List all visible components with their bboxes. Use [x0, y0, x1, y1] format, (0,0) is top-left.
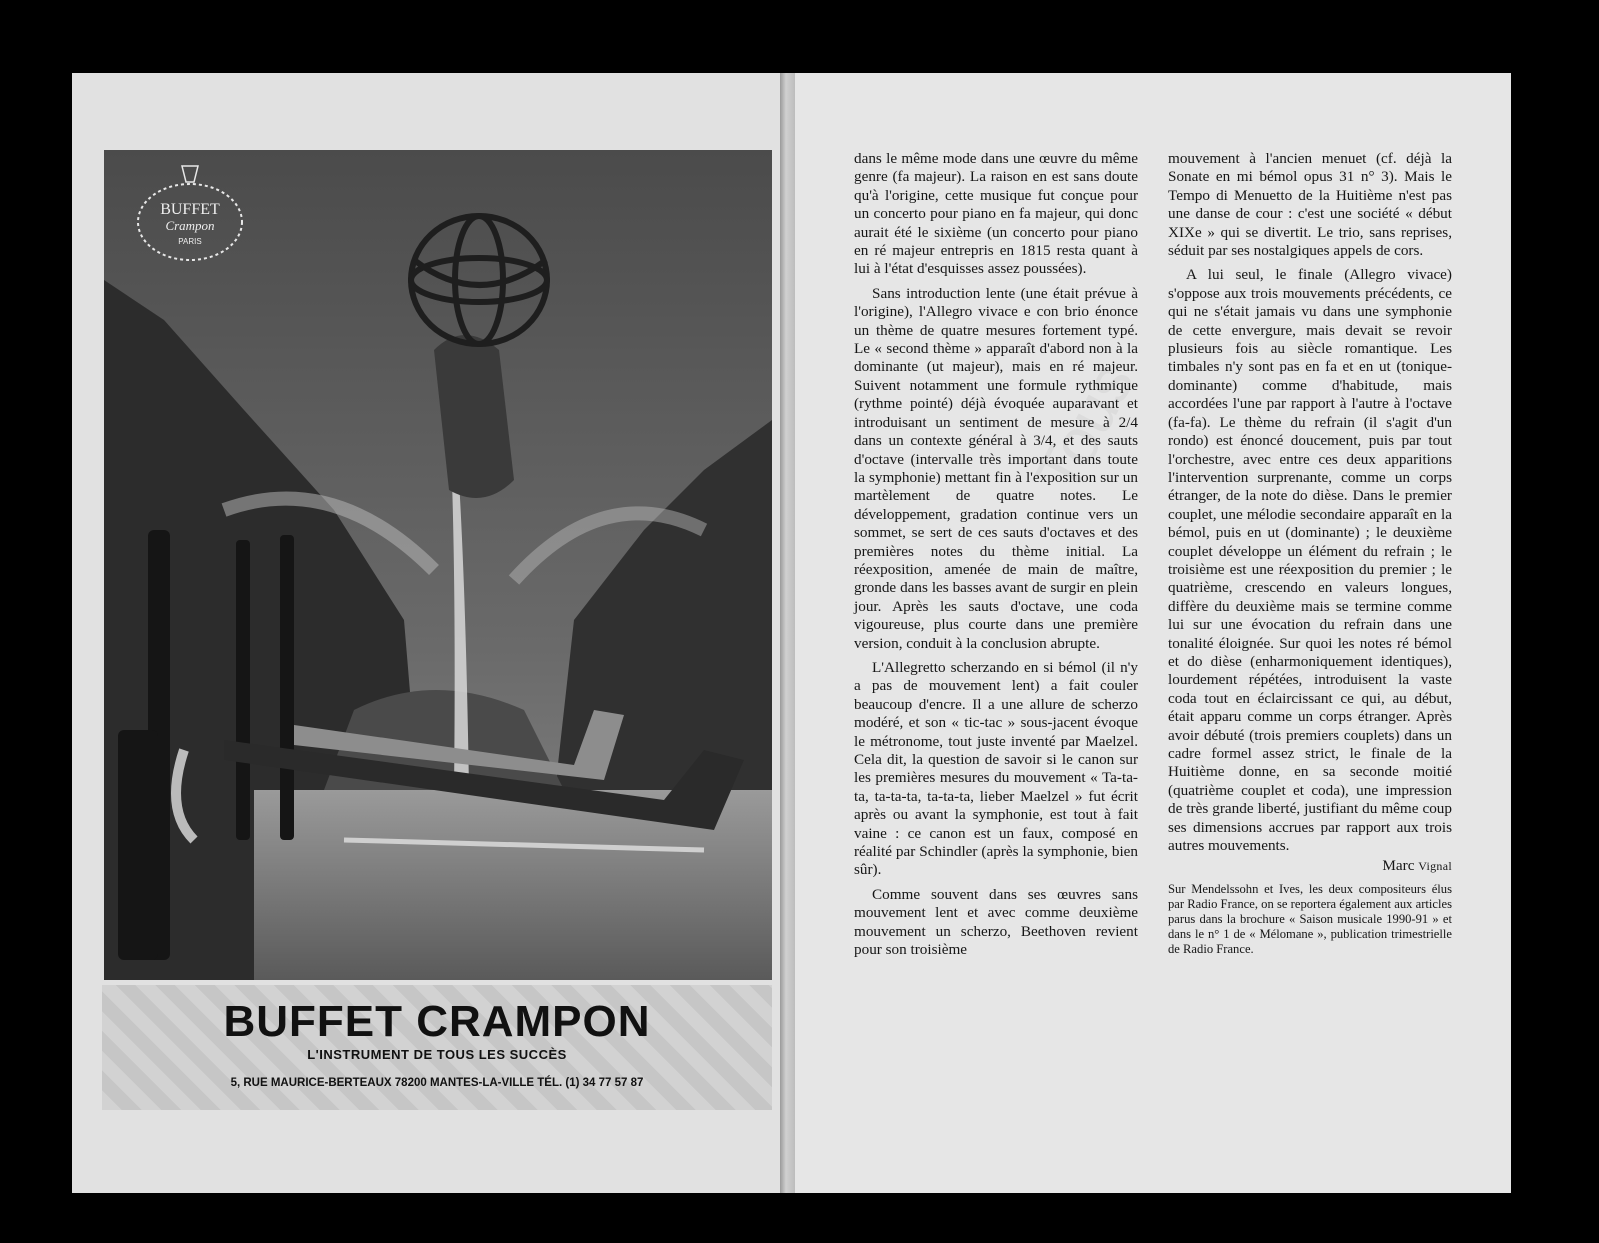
footnote: Sur Mendelssohn et Ives, les deux compositeurs élus par Radio France, on se reportera également aux articles parus dans la brochure « Saison musicale 1990-91 » et dans le n° 1 de « Mélomane », publication trimestrielle de Radio France.	[1168, 881, 1452, 956]
author-signature	[1168, 857, 1452, 875]
book-spine	[780, 73, 795, 1193]
author-first-name: Marc	[1382, 857, 1415, 875]
logo-line1: BUFFET	[160, 201, 220, 218]
brand-name: BUFFET CRAMPON	[223, 997, 651, 1046]
ad-photograph	[104, 150, 772, 980]
logo-line2: Crampon	[165, 218, 215, 233]
paragraph-2: Sans introduction lente (une était prévue à l'origine), l'Allegro vivace e con brio énonce un thème de quatre mesures fortement typé. Le « second thème » apparaît d'abord non à la dominante (ut majeur), mais en ré majeur. Suivent notamment une formule rythmique (rythme pointé) déjà évoquée auparavant et introduisant un sentiment de mesure à 2/4 dans un contexte général à 3/4, et des sauts d'octave (intervalle très important dans toute la symphonie) mettant fin à l'exposition sur un martèlement de quatre notes. Le développement, gradation continue vers un sommet, se sert de ces sauts d'octaves et des premières notes du thème initial. La réexposition, amenée de main de maître, gronde dans les basses avant de surgir en plein jour. Après les sauts d'octave, une coda vigoureuse, plus courte dans une première version, conduit à la conclusion abrupte.	[854, 284, 1138, 652]
paragraph-5: mouvement à l'ancien menuet (cf. déjà la Sonate en mi bémol opus 31 n° 3). Mais le Tempo di Menuetto de la Huitième n'est pas une danse de cour : c'est une société « début XIXe » qui se divertit. Le trio, sans reprises, séduit par ses nostalgiques appels de cors.	[1168, 150, 1452, 260]
brand-logo	[132, 162, 252, 272]
ad-banner	[102, 985, 772, 1110]
brand-tagline: L'INSTRUMENT DE TOUS LES SUCCÈS	[307, 1047, 567, 1062]
logo-line3: PARIS	[178, 237, 202, 246]
article-column-2	[1168, 150, 1452, 957]
brand-address: 5, RUE MAURICE-BERTEAUX 78200 MANTES-LA-VILLE TÉL. (1) 34 77 57 87	[230, 1077, 644, 1089]
paragraph-6: A lui seul, le finale (Allegro vivace) s'oppose aux trois mouvements précédents, ce qui ne s'était jamais vu dans une symphonie de cette envergure, mais devait se revoir plusieurs fois au siècle romantique. Les timbales n'y sont pas en fa et en ut (tonique-dominante) comme d'habitude, mais accordées l'une par rapport à l'autre à l'octave (fa-fa). Le thème du refrain (il s'agit d'un rondo) est énoncé doucement, puis par tout l'orchestre, avec entre ces deux apparitions l'intervention surprenante, comme un corps étranger, de la note do dièse. Dans le premier couplet, une mélodie secondaire apparaît en la bémol, puis en ut (dominante) ; le deuxième couplet développe un élément du refrain ; le troisième est une réexposition du premier ; le quatrième, crescendo en valeurs longues, diffère du deuxième mais se termine comme lui sur une évocation du refrain dans une tonalité éloignée. Sur quoi les notes ré bémol et do dièse (enharmoniquement identiques), lourdement répétées, introduisent la vaste coda tout en éclaircissant ce qui, au début, était apparu comme un corps étranger. Après avoir débuté (trois premiers couplets) dans un cadre formel assez strict, le finale de la Huitième donne, en sa seconde moitié (quatrième couplet et coda), une impression de très grande liberté, justifiant du même coup ses dimensions accrues par rapport aux trois autres mouvements.	[1168, 266, 1452, 855]
paragraph-3: L'Allegretto scherzando en si bémol (il n'y a pas de mouvement lent) a fait couler beaucoup d'encre. Il a une allure de scherzo modéré, et son « tic-tac » sous-jacent évoque le métronome, tout juste inventé par Maelzel. Cela dit, la question de savoir si le canon sur les premières mesures du mouvement « Ta-ta-ta, ta-ta-ta, ta-ta-ta, lieber Maelzel » fut écrit après ou avant la symphonie, est tout à fait vaine : ce canon est un faux, composé en réalité par Schindler (après la symphonie, bien sûr).	[854, 658, 1138, 879]
article-column-1	[854, 150, 1138, 959]
paragraph-1: dans le même mode dans une œuvre du même genre (fa majeur). La raison en est sans doute qu'à l'origine, cette musique fut conçue pour un concerto pour piano en fa majeur, qui donc aurait été le sixième (un concerto pour piano en ré majeur entrepris en 1815 resta quant à lui à l'état d'esquisses assez poussées).	[854, 150, 1138, 278]
author-last-name: Vignal	[1418, 859, 1452, 874]
paragraph-4: Comme souvent dans ses œuvres sans mouvement lent et avec comme deuxième mouvement un scherzo, Beethoven revient pour son troisième	[854, 885, 1138, 959]
